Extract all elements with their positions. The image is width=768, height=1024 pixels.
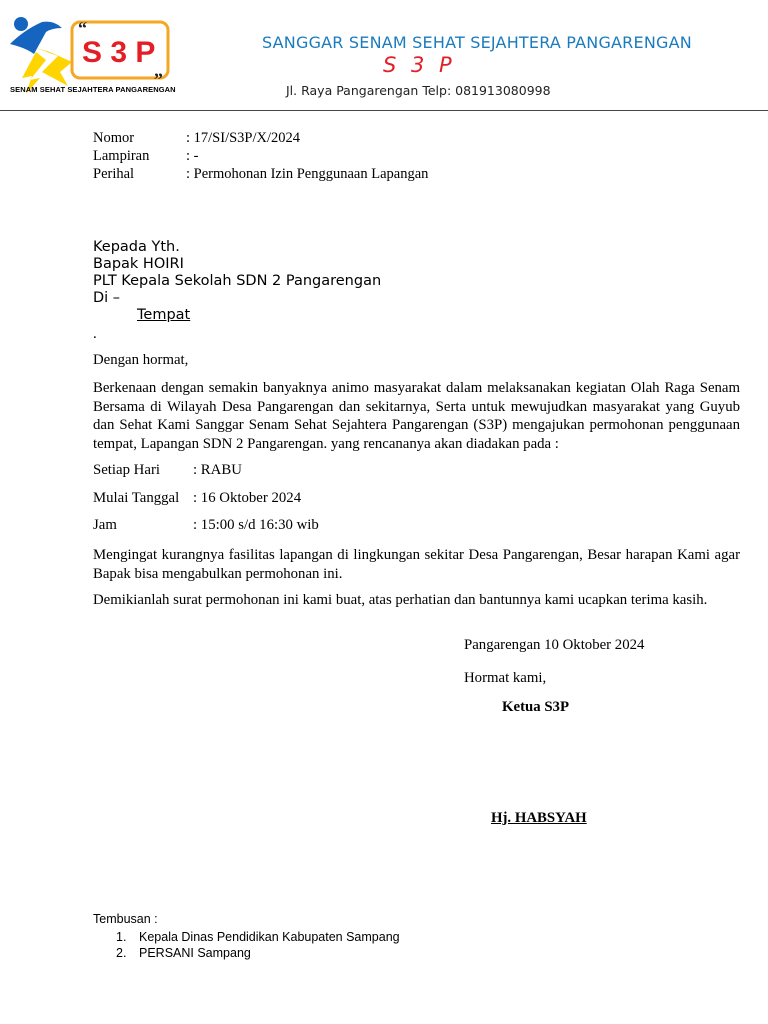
logo-close-quote: „ [154,60,163,80]
logo-figure-head [14,17,28,31]
meta-label: Nomor [93,130,135,146]
meta-row-nomor [93,130,300,147]
cc-item-text: Kepala Dinas Pendidikan Kabupaten Sampang [139,930,400,944]
meta-value: : - [186,148,199,164]
organization-name: SANGGAR SENAM SEHAT SEJAHTERA PANGARENGAN [262,33,692,52]
organization-address: Jl. Raya Pangarengan Telp: 081913080998 [286,83,551,98]
meta-value: : 17/SI/S3P/X/2024 [186,130,301,146]
logo-mark-text: S 3 P [82,36,156,69]
logo-figure-leg-top [36,48,72,86]
schedule-row-start-date [93,490,301,507]
meta-label: Lampiran [93,148,150,164]
cc-item-number: 2. [116,946,127,960]
schedule-value: : 16 Oktober 2024 [193,490,302,506]
header-divider [0,110,768,111]
recipient-dot: . [93,326,97,342]
meta-label: Perihal [93,166,135,182]
cc-item [116,946,251,960]
recipient-name: Bapak HOIRI [93,256,184,272]
meta-value: : Permohonan Izin Penggunaan Lapangan [186,166,429,182]
signature-place-date: Pangarengan 10 Oktober 2024 [464,637,645,653]
organization-abbreviation: S 3 P [383,53,456,77]
schedule-label: Setiap Hari [93,462,160,478]
salutation: Dengan hormat, [93,352,189,368]
body-paragraph-3: Demikianlah surat permohonan ini kami buat, atas perhatian dan bantunnya kami ucapkan terima kasih. [93,592,708,608]
body-paragraph-2: Mengingat kurangnya fasilitas lapangan di lingkungan sekitar Desa Pangarengan, Besar harapan Kami agar Bapak bisa mengabulkan permohonan ini. [93,547,740,582]
logo-caption: SENAM SEHAT SEJAHTERA PANGARENGAN [10,85,176,94]
logo-open-quote: “ [78,18,87,38]
signature-name: Hj. HABSYAH [491,810,587,826]
schedule-value: : RABU [193,462,242,478]
signature-title: Ketua S3P [502,699,569,715]
recipient-greeting: Kepada Yth. [93,239,180,255]
cc-item [116,930,400,944]
recipient-di: Di – [93,290,121,306]
cc-item-text: PERSANI Sampang [139,946,251,960]
cc-title: Tembusan : [93,912,158,926]
recipient-place: Tempat [137,307,191,323]
recipient-position: PLT Kepala Sekolah SDN 2 Pangarengan [93,273,382,289]
signature-closing: Hormat kami, [464,670,547,686]
schedule-label: Jam [93,517,117,533]
meta-row-perihal [93,166,428,183]
meta-row-lampiran [93,148,198,165]
schedule-label: Mulai Tanggal [93,490,180,506]
schedule-value: : 15:00 s/d 16:30 wib [193,517,319,533]
cc-item-number: 1. [116,930,127,944]
schedule-row-day [93,462,242,479]
schedule-row-time [93,517,319,534]
body-paragraph-1: Berkenaan dengan semakin banyaknya animo masyarakat dalam melaksanakan kegiatan Olah Raga Senam Bersama di Wilayah Desa Pangarengan dan sekitarnya, Serta untuk mewujudkan masyarakat yang Guyub dan Sehat Kami Sanggar Senam Sehat Sejahtera Pangarengan (S3P) mengajukan permohonan penggunaan tempat, Lapangan SDN 2 Pangarengan. yang rencananya akan diadakan pada : [93,380,740,452]
